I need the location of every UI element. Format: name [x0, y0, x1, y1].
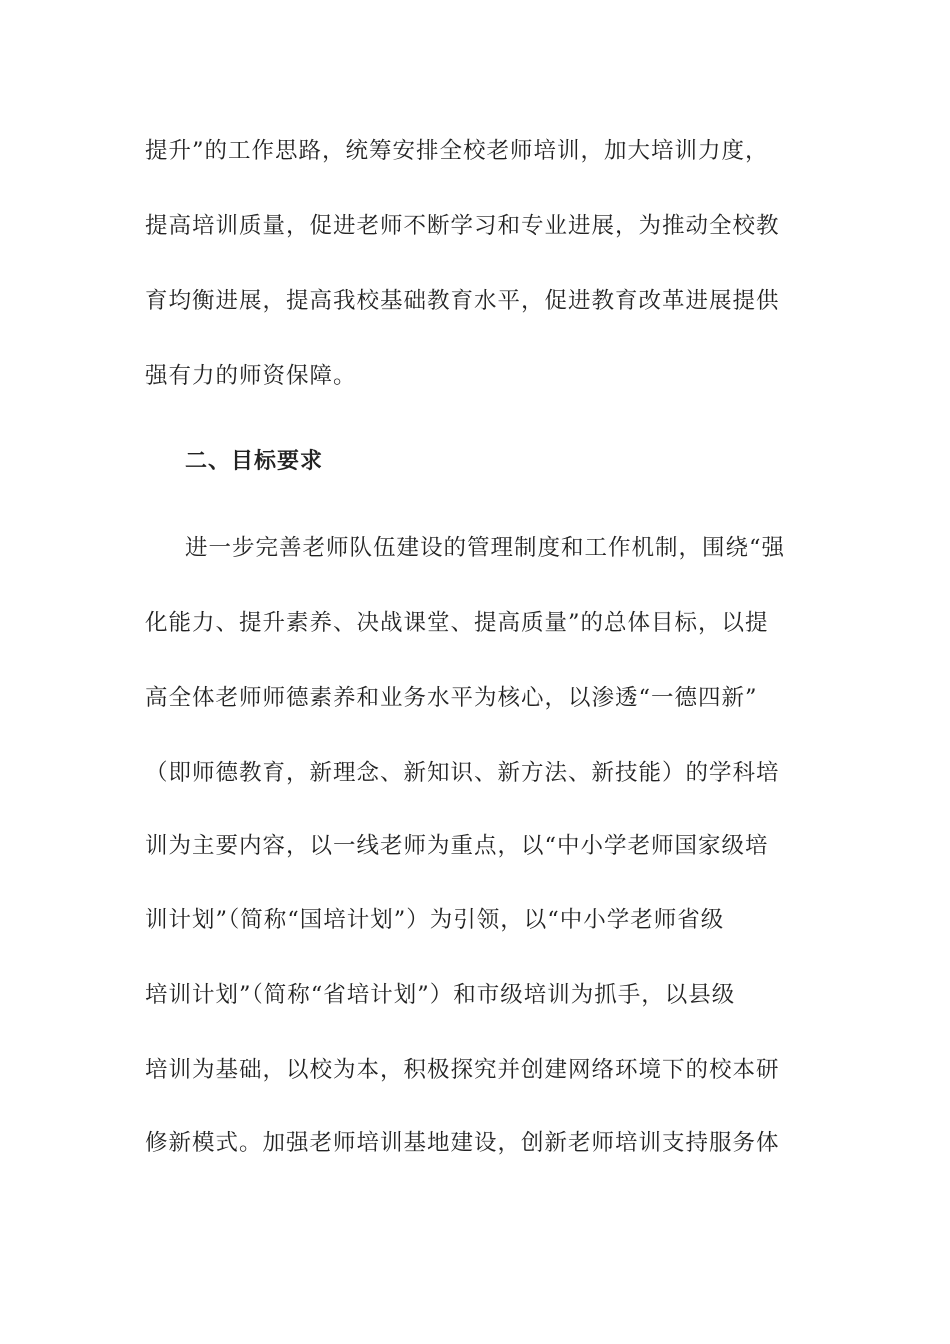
- paragraph-2-line-6: 训计划”（简称“国培计划”）为引领，以“中小学老师省级: [145, 907, 725, 933]
- section-heading: 二、目标要求: [185, 449, 324, 474]
- paragraph-1-line-1: 提升”的工作思路，统筹安排全校老师培训，加大培训力度，: [145, 138, 769, 164]
- paragraph-2-line-7: 培训计划”（简称“省培计划”）和市级培训为抓手，以县级: [145, 982, 736, 1008]
- paragraph-1-line-2: 提高培训质量，促进老师不断学习和专业进展，为推动全校教: [145, 213, 780, 239]
- paragraph-2-line-5: 训为主要内容，以一线老师为重点，以“中小学老师国家级培: [145, 833, 769, 859]
- paragraph-2-line-8: 培训为基础，以校为本，积极探究并创建网络环境下的校本研: [145, 1057, 780, 1083]
- paragraph-2-line-2: 化能力、提升素养、决战课堂、提高质量”的总体目标，以提: [145, 610, 769, 636]
- paragraph-2-line-1: 进一步完善老师队伍建设的管理制度和工作机制，围绕“强: [185, 535, 786, 561]
- paragraph-2-line-4: （即师德教育，新理念、新知识、新方法、新技能）的学科培: [145, 760, 780, 786]
- paragraph-1-line-4: 强有力的师资保障。: [145, 363, 357, 389]
- paragraph-1-line-3: 育均衡进展，提高我校基础教育水平，促进教育改革进展提供: [145, 288, 780, 314]
- paragraph-2-line-3: 高全体老师师德素养和业务水平为核心，以渗透“一德四新”: [145, 685, 758, 711]
- paragraph-2-line-9: 修新模式。加强老师培训基地建设，创新老师培训支持服务体: [145, 1130, 780, 1156]
